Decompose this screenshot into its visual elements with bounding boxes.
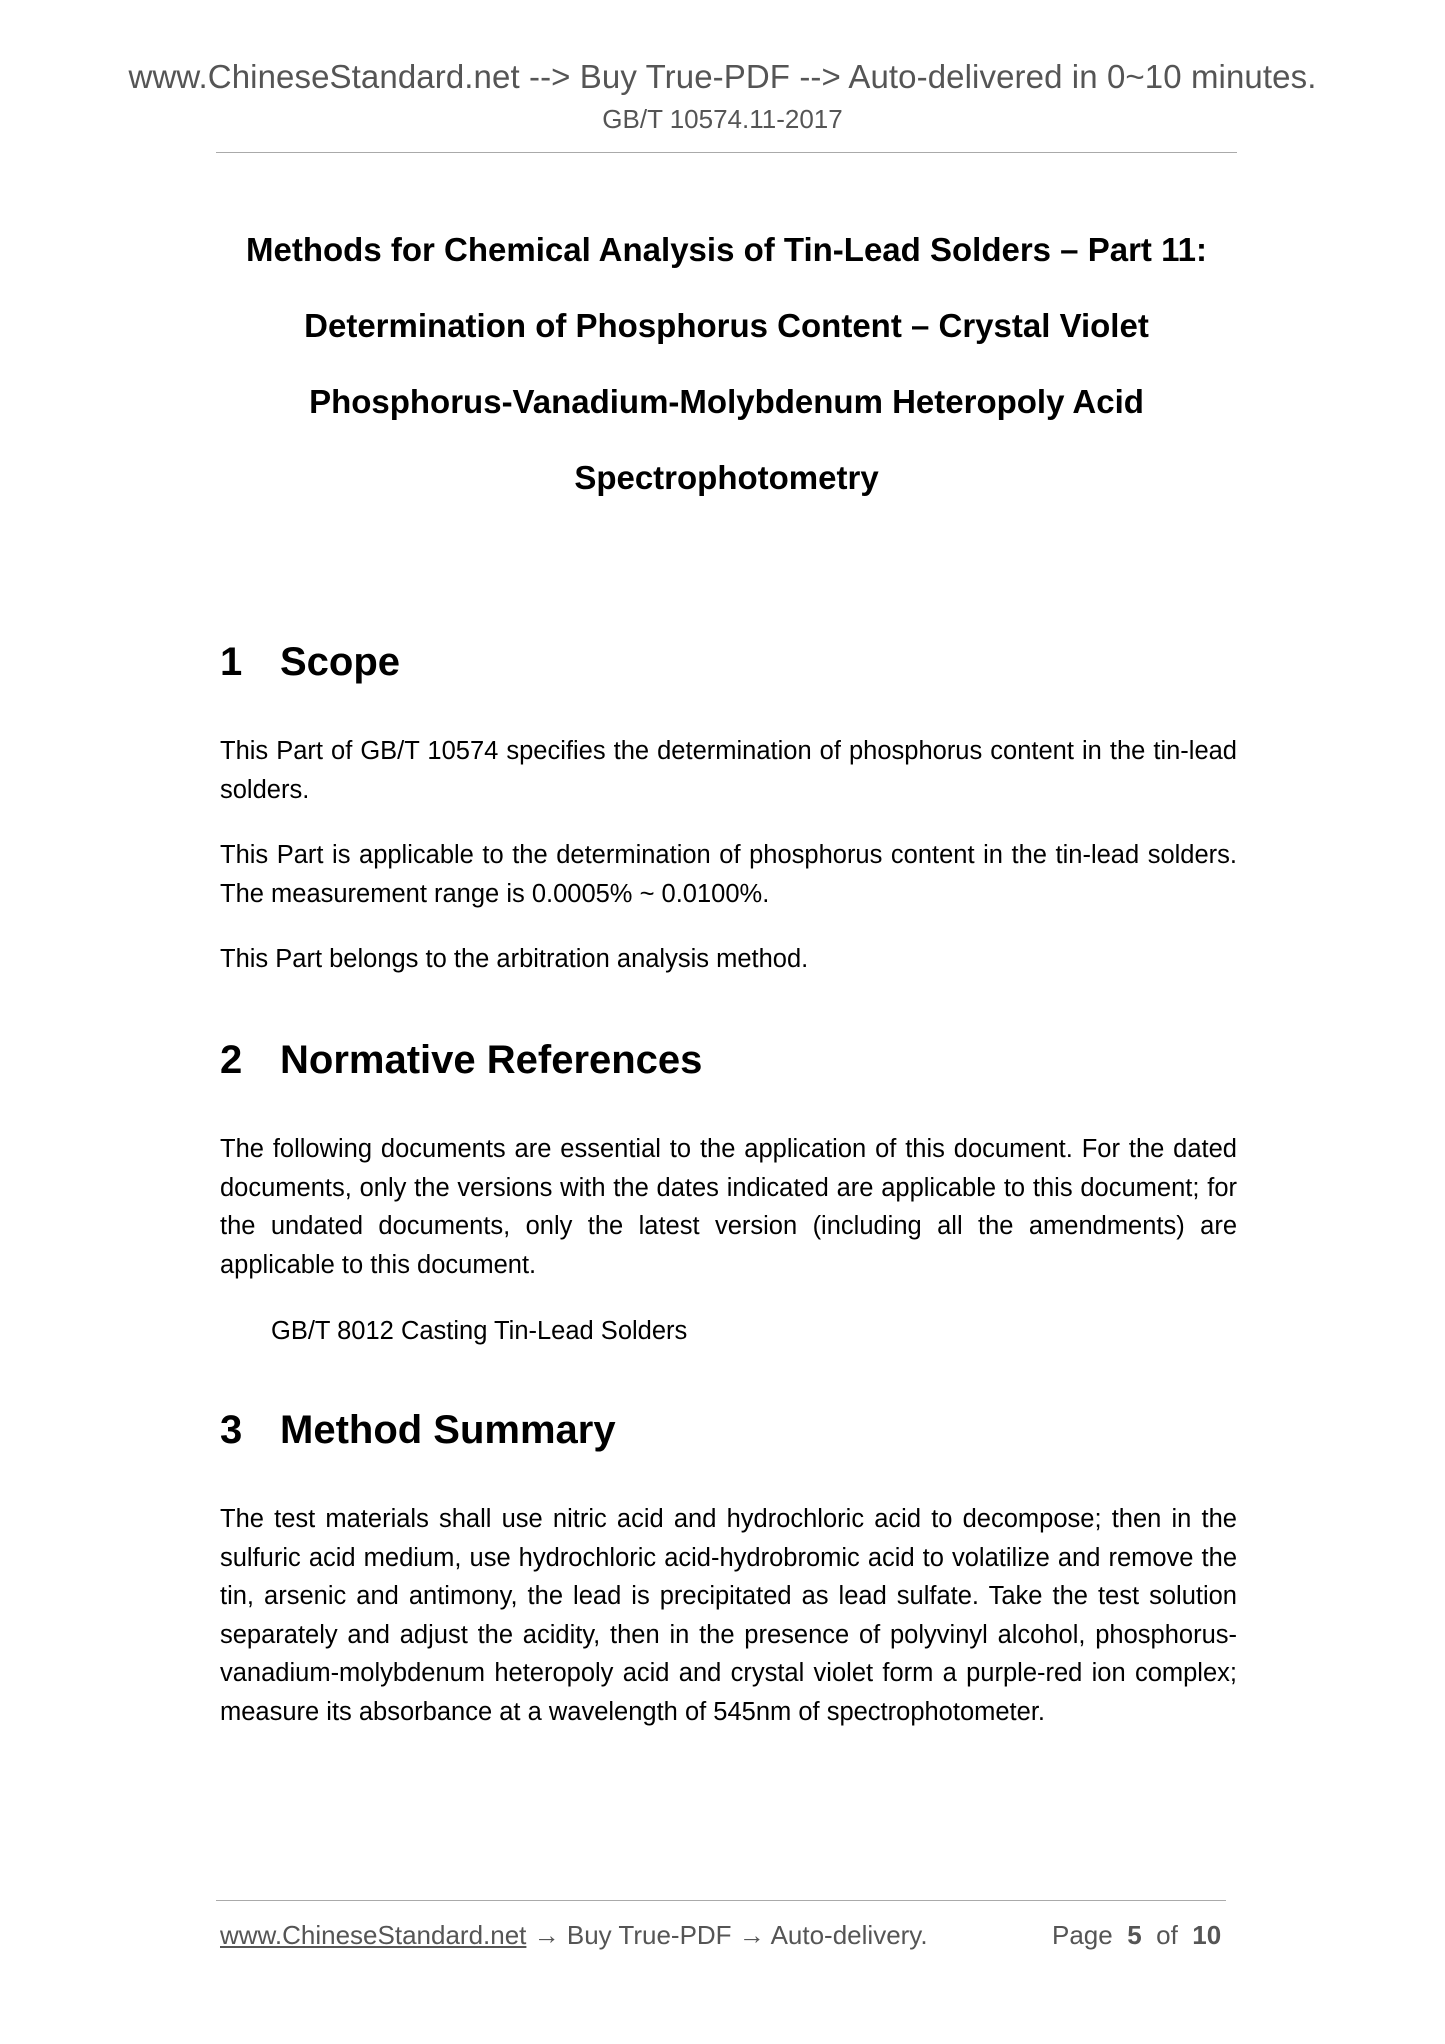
reference-item: GB/T 8012 Casting Tin-Lead Solders	[271, 1317, 688, 1345]
section-title: Normative References	[280, 1038, 703, 1082]
paragraph: The following documents are essential to the application of this document. For the dated documents, only the versions with the dates indicated are applicable to this document; for the undated documents, only the latest version (including all the amendments) are applicable to this document.	[220, 1135, 1237, 1279]
section-title: Method Summary	[280, 1408, 616, 1452]
page-label: Page	[1052, 1920, 1113, 1950]
section-number: 1	[220, 640, 243, 684]
header-divider	[216, 152, 1237, 153]
paragraph: This Part belongs to the arbitration analysis method.	[220, 945, 809, 973]
header-standard-id: GB/T 10574.11-2017	[602, 104, 843, 134]
section-title: Scope	[280, 640, 401, 684]
page-indicator	[1052, 1920, 1221, 1951]
footer-links	[220, 1920, 928, 1951]
title-line: Phosphorus-Vanadium-Molybdenum Heteropoly Acid	[309, 383, 1144, 420]
of-label: of	[1156, 1920, 1178, 1950]
footer-site-link[interactable]: www.ChineseStandard.net	[220, 1920, 527, 1950]
section-heading-normative-references	[220, 1038, 702, 1083]
document-title	[216, 212, 1237, 516]
footer-divider	[216, 1900, 1226, 1901]
title-line: Determination of Phosphorus Content – Crystal Violet	[304, 307, 1149, 344]
title-line: Methods for Chemical Analysis of Tin-Lead Solders – Part 11:	[246, 231, 1207, 268]
paragraph: This Part of GB/T 10574 specifies the determination of phosphorus content in the tin-lead solders.	[220, 737, 1237, 804]
section-heading-scope	[220, 640, 400, 685]
section-number: 2	[220, 1038, 243, 1082]
title-line: Spectrophotometry	[574, 459, 879, 496]
section-heading-method-summary	[220, 1408, 616, 1453]
header-banner: www.ChineseStandard.net --> Buy True-PDF --> Auto-delivered in 0~10 minutes.	[128, 58, 1317, 95]
page-total: 10	[1192, 1920, 1222, 1950]
page-number: 5	[1127, 1920, 1142, 1950]
section-number: 3	[220, 1408, 243, 1452]
paragraph: The test materials shall use nitric acid and hydrochloric acid to decompose; then in the sulfuric acid medium, use hydrochloric acid-hydrobromic acid to volatilize and remove the tin, arsenic and antimony, the lead is precipitated as lead sulfate. Take the test solution separately and adjust the acidity, then in the presence of polyvinyl alcohol, phosphorus-vanadium-molybdenum heteropoly acid and crystal violet form a purple-red ion complex; measure its absorbance at a wavelength of 545nm of spectrophotometer.	[220, 1505, 1237, 1726]
paragraph: This Part is applicable to the determination of phosphorus content in the tin-lead solders. The measurement range is 0.0005% ~ 0.0100%.	[220, 841, 1237, 908]
footer-tagline: → Buy True-PDF → Auto-delivery.	[526, 1920, 928, 1950]
